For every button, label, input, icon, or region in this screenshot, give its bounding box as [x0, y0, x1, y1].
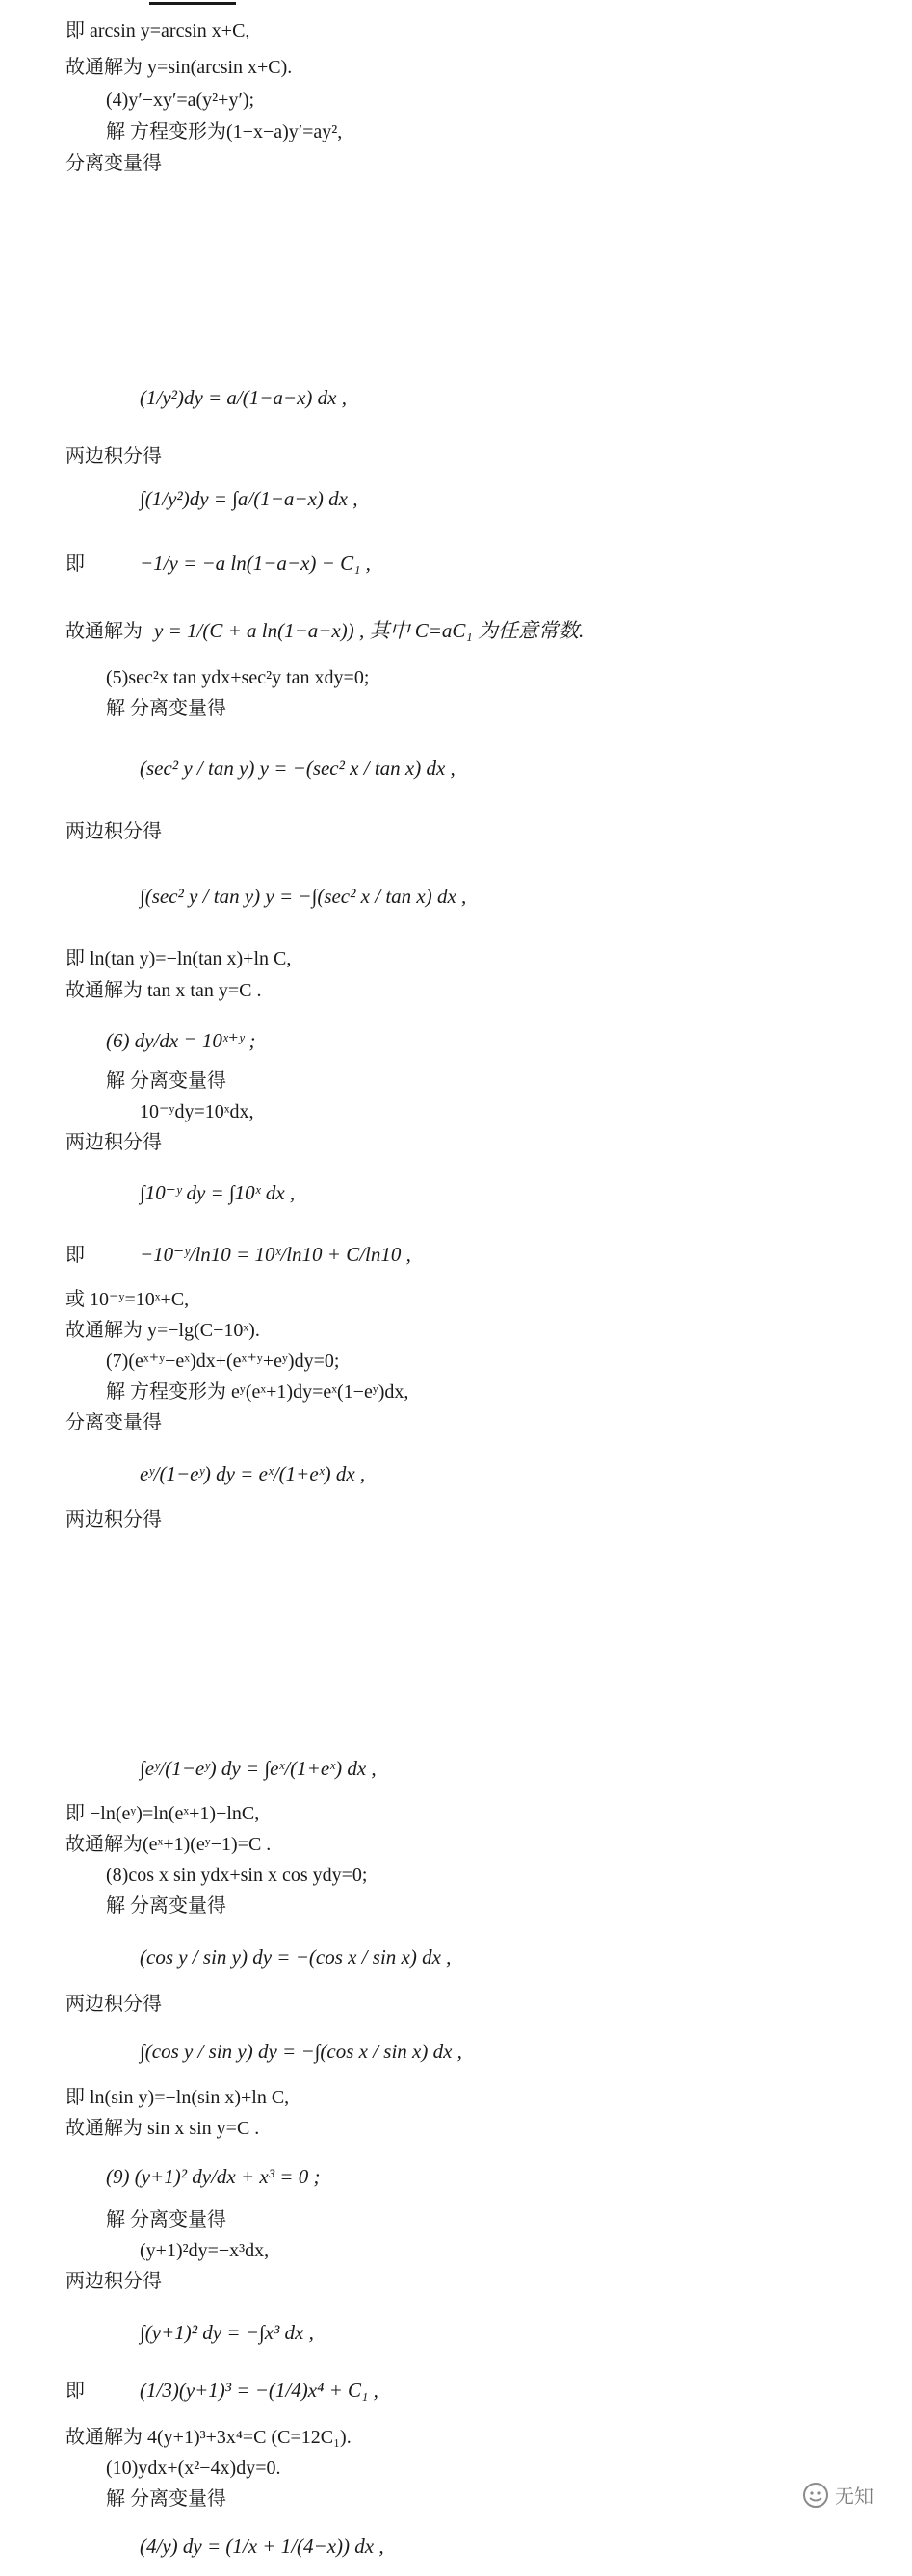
text-line: 10⁻ʸdy=10ˣdx,	[140, 1101, 254, 1122]
equation: (cos y / sin y) dy = −(cos x / sin x) dx ,	[140, 1945, 452, 1969]
text-line: 解 分离变量得	[106, 698, 226, 719]
text-line: 故通解为 4(y+1)³+3x⁴=C (C=12C₁).	[65, 2427, 352, 2448]
text-line: 两边积分得	[65, 1132, 162, 1153]
text-line: (10)ydx+(x²−4x)dy=0.	[106, 2458, 281, 2479]
text-line: 两边积分得	[65, 446, 162, 467]
text-line: 故通解为 tan x tan y=C .	[65, 980, 262, 1001]
text-line: 即 −ln(eʸ)=ln(eˣ+1)−lnC,	[65, 1803, 260, 1824]
equation: −10⁻ʸ/ln10 = 10ˣ/ln10 + C/ln10 ,	[140, 1243, 411, 1266]
equation: ∫(cos y / sin y) dy = −∫(cos x / sin x) dx ,	[140, 2040, 462, 2063]
equation-prefix: 即	[65, 554, 85, 575]
equation: (1/y²)dy = a/(1−a−x) dx ,	[140, 386, 347, 409]
text-line: 解 分离变量得	[106, 2488, 226, 2510]
text-line: 解 分离变量得	[106, 1895, 226, 1917]
text-line: (5)sec²x tan ydx+sec²y tan xdy=0;	[106, 667, 370, 688]
equation: y = 1/(C + a ln(1−a−x)) , 其中 C=aC₁ 为任意常数.	[154, 619, 585, 642]
text-line: 故通解为 y=−lg(C−10ˣ).	[65, 1320, 260, 1341]
equation: ∫10⁻ʸ dy = ∫10ˣ dx ,	[140, 1181, 296, 1204]
text-line: 解 分离变量得	[106, 2209, 226, 2230]
text-line: 两边积分得	[65, 1994, 162, 2015]
text-line: 两边积分得	[65, 821, 162, 842]
equation: ∫(1/y²)dy = ∫a/(1−a−x) dx ,	[140, 487, 358, 510]
equation: (9) (y+1)² dy/dx + x³ = 0 ;	[106, 2165, 321, 2188]
equation: (1/3)(y+1)³ = −(1/4)x⁴ + C₁ ,	[140, 2379, 378, 2402]
equation: (sec² y / tan y) y = −(sec² x / tan x) dx ,	[140, 757, 456, 780]
text-line: 分离变量得	[65, 153, 162, 174]
equation-prefix: 即	[65, 2381, 85, 2402]
text-line: 或 10⁻ʸ=10ˣ+C,	[65, 1289, 190, 1310]
equation-prefix: 故通解为	[65, 621, 143, 642]
text-line: 故通解为 sin x sin y=C .	[65, 2118, 260, 2139]
text-line: 两边积分得	[65, 1509, 162, 1531]
equation: (4/y) dy = (1/x + 1/(4−x)) dx ,	[140, 2535, 384, 2558]
text-line: 解 方程变形为 eʸ(eˣ+1)dy=eˣ(1−eʸ)dx,	[106, 1381, 409, 1403]
text-line: 即 arcsin y=arcsin x+C,	[65, 20, 250, 41]
equation: ∫eʸ/(1−eʸ) dy = ∫eˣ/(1+eˣ) dx ,	[140, 1757, 377, 1780]
equation-prefix: 即	[65, 1245, 85, 1266]
text-line: 解 分离变量得	[106, 1070, 226, 1092]
watermark-text: 无知	[835, 2485, 873, 2508]
equation: −1/y = −a ln(1−a−x) − C₁ ,	[140, 552, 371, 575]
equation: (6) dy/dx = 10ˣ⁺ʸ ;	[106, 1029, 256, 1052]
page-top-fragment	[149, 0, 236, 5]
text-line: 分离变量得	[65, 1412, 162, 1433]
equation: eʸ/(1−eʸ) dy = eˣ/(1+eˣ) dx ,	[140, 1462, 366, 1485]
equation: ∫(y+1)² dy = −∫x³ dx ,	[140, 2321, 314, 2344]
wechat-icon	[802, 2482, 829, 2509]
text-line: 即 ln(tan y)=−ln(tan x)+ln C,	[65, 948, 292, 969]
text-line: 解 方程变形为(1−x−a)y′=ay²,	[106, 121, 343, 142]
text-line: (4)y′−xy′=a(y²+y′);	[106, 90, 255, 111]
text-line: 故通解为(eˣ+1)(eʸ−1)=C .	[65, 1834, 272, 1855]
text-line: (7)(eˣ⁺ʸ−eˣ)dx+(eˣ⁺ʸ+eʸ)dy=0;	[106, 1351, 340, 1372]
equation: ∫(sec² y / tan y) y = −∫(sec² x / tan x) dx ,	[140, 885, 467, 908]
watermark	[802, 2481, 873, 2509]
text-line: (8)cos x sin ydx+sin x cos ydy=0;	[106, 1865, 368, 1886]
text-line: 即 ln(sin y)=−ln(sin x)+ln C,	[65, 2087, 290, 2108]
text-line: (y+1)²dy=−x³dx,	[140, 2240, 270, 2261]
text-line: 两边积分得	[65, 2271, 162, 2292]
text-line: 故通解为 y=sin(arcsin x+C).	[65, 57, 293, 78]
